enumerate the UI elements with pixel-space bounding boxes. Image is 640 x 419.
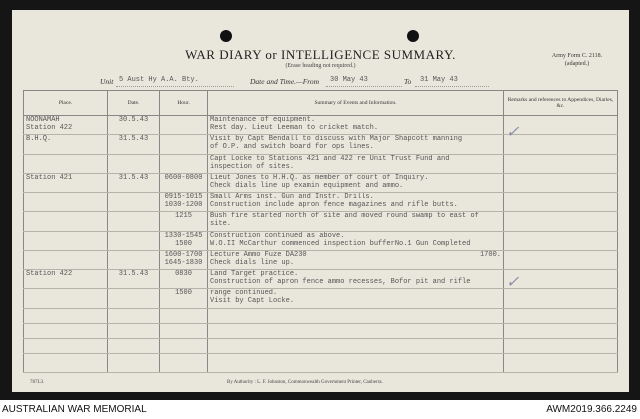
- cell-date: [108, 154, 160, 173]
- cell-summary: [208, 212, 504, 231]
- cell-date: [108, 353, 160, 372]
- form-note: (adapted.): [564, 61, 590, 67]
- cell-line: Construction continued as above.: [210, 231, 345, 240]
- cell-remarks: [504, 323, 618, 338]
- cell-line: Station 421: [26, 173, 73, 182]
- cell-place: [24, 193, 108, 212]
- cell-line: Construction of apron fence ammo recesses, Bofor pit and rifle: [210, 278, 471, 287]
- cell-hour: [160, 270, 208, 289]
- cell-remarks: [504, 250, 618, 269]
- cell-date: [108, 289, 160, 308]
- cell-summary: [208, 270, 504, 289]
- form-number: [542, 52, 612, 68]
- cell-place: [24, 154, 108, 173]
- cell-hour: [160, 135, 208, 154]
- cell-date: [108, 116, 160, 135]
- from-date: 30 May 43: [330, 76, 368, 84]
- cell-line: Construction include apron fence magazines and rifle butts.: [210, 201, 458, 210]
- cell-line: 1330-1545: [164, 231, 203, 240]
- cell-line: 30.5.43: [118, 116, 149, 124]
- table-row: [24, 173, 618, 192]
- table-row: [24, 270, 618, 289]
- cell-line: Capt Locke to Stations 421 and 422 re Unit Trust Fund and: [210, 154, 450, 163]
- cell-summary: [208, 116, 504, 135]
- cell-hour: [160, 250, 208, 269]
- cell-summary: [208, 231, 504, 250]
- cell-summary: [208, 135, 504, 154]
- table-row: [24, 338, 618, 353]
- printer-authority: By Authority : L. F. Johnston, Commonwealth Government Printer, Canberra.: [227, 380, 383, 385]
- cell-remarks: [504, 173, 618, 192]
- diary-table: [23, 90, 618, 373]
- cell-line: NOONAMAH: [26, 116, 60, 124]
- unit-label: Unit: [100, 77, 114, 86]
- cell-line: 1215: [175, 212, 192, 221]
- col-hour: Hour.: [160, 91, 208, 116]
- cell-line: B.H.Q.: [26, 135, 52, 144]
- cell-hour: [160, 308, 208, 323]
- cell-summary: [208, 308, 504, 323]
- cell-date: [108, 231, 160, 250]
- cell-line: 31.5.43: [118, 270, 149, 279]
- table-row: [24, 308, 618, 323]
- cell-line: Station 422: [26, 124, 73, 132]
- cell-line: Visit by Capt Locke.: [210, 297, 295, 306]
- cell-line: Check dials line up.: [210, 258, 295, 267]
- cell-line: Bush fire started north of site and moved round swamp to east of: [210, 212, 479, 221]
- cell-summary: [208, 250, 504, 269]
- cell-hour: [160, 289, 208, 308]
- print-code: 787L3.: [30, 380, 45, 385]
- cell-hour: [160, 212, 208, 231]
- punch-hole-right: [407, 30, 419, 42]
- cell-summary: [208, 353, 504, 372]
- cell-remarks: [504, 338, 618, 353]
- unit-value: 5 Aust Hy A.A. Bty.: [119, 76, 199, 84]
- cell-place: [24, 353, 108, 372]
- cell-line: Small Arms inst. Gun and Instr. Drills.: [210, 193, 374, 202]
- cell-remarks: [504, 212, 618, 231]
- cell-line: of O.P. and switch board for ops lines.: [210, 143, 374, 152]
- cell-date: [108, 135, 160, 154]
- col-summary: Summary of Events and Information.: [208, 91, 504, 116]
- cell-hour: [160, 116, 208, 135]
- col-place: Place.: [24, 91, 108, 116]
- date-time-label: Date and Time.—From: [250, 77, 320, 86]
- cell-hour: [160, 154, 208, 173]
- cell-line: Station 422: [26, 270, 73, 279]
- cell-place: [24, 289, 108, 308]
- cell-line: site.: [210, 220, 232, 229]
- cell-place: [24, 323, 108, 338]
- form-number-label: Army Form C. 2118.: [551, 53, 603, 59]
- table-row: [24, 289, 618, 308]
- cell-line: range continued.: [210, 289, 278, 298]
- cell-line: 1500: [175, 289, 192, 298]
- col-remarks: Remarks and references to Appendices, Diaries, &c.: [504, 91, 618, 116]
- to-label: To: [404, 77, 412, 86]
- cell-hour: [160, 338, 208, 353]
- cell-line: Check dials line up examin equipment and ammo.: [210, 181, 404, 190]
- cell-line-wrap: [210, 251, 501, 259]
- cell-summary: [208, 193, 504, 212]
- table-row: [24, 154, 618, 173]
- cell-line: 0600-0800: [164, 173, 203, 182]
- cell-line: Rest day. Lieut Leeman to cricket match.: [210, 124, 379, 132]
- to-date: 31 May 43: [420, 76, 458, 84]
- cell-remarks: [504, 193, 618, 212]
- cell-remarks: [504, 231, 618, 250]
- cell-line: 1645-1830: [164, 258, 203, 267]
- cell-line-right: 1700.: [479, 250, 501, 259]
- punch-hole-left: [220, 30, 232, 42]
- cell-line: 1500: [175, 239, 192, 248]
- cell-hour: [160, 231, 208, 250]
- cell-place: [24, 135, 108, 154]
- cell-place: [24, 308, 108, 323]
- cell-hour: [160, 193, 208, 212]
- cell-hour: [160, 353, 208, 372]
- cell-date: [108, 270, 160, 289]
- cell-summary: [208, 338, 504, 353]
- cell-line: 1600-1700: [164, 250, 203, 259]
- diary-page: [12, 10, 629, 392]
- cell-place: [24, 231, 108, 250]
- cell-line: Lecture Ammo Fuze DA230: [210, 250, 307, 259]
- cell-place: [24, 173, 108, 192]
- cell-date: [108, 212, 160, 231]
- cell-date: [108, 193, 160, 212]
- cell-line: Visit by Capt Bendall to discuss with Major Shapcott manning: [210, 135, 463, 144]
- archive-caption: AUSTRALIAN WAR MEMORIAL: [2, 404, 147, 415]
- cell-line: Maintenance of equipment.: [210, 116, 316, 124]
- table-row: [24, 116, 618, 135]
- cell-place: [24, 338, 108, 353]
- cell-date: [108, 323, 160, 338]
- accession-number: AWM2019.366.2249: [546, 404, 637, 415]
- table-row: [24, 353, 618, 372]
- table-header-row: [24, 91, 618, 116]
- cell-remarks: [504, 135, 618, 154]
- cell-line: W.O.II McCarthur commenced inspection bufferNo.1 Gun Completed: [210, 239, 471, 248]
- cell-place: [24, 270, 108, 289]
- table-row: [24, 193, 618, 212]
- cell-summary: [208, 154, 504, 173]
- cell-line: 31.5.43: [118, 135, 149, 144]
- cell-hour: [160, 323, 208, 338]
- cell-summary: [208, 173, 504, 192]
- cell-remarks: [504, 116, 618, 135]
- cell-summary: [208, 323, 504, 338]
- cell-hour: [160, 173, 208, 192]
- cell-date: [108, 308, 160, 323]
- tick-mark-icon: ✓: [506, 124, 520, 141]
- cell-place: [24, 116, 108, 135]
- cell-date: [108, 173, 160, 192]
- cell-line: inspection of sites.: [210, 162, 295, 171]
- cell-line: 0915-1015: [164, 193, 203, 202]
- cell-place: [24, 250, 108, 269]
- table-row: [24, 212, 618, 231]
- cell-remarks: [504, 353, 618, 372]
- col-date: Date.: [108, 91, 160, 116]
- page-subtitle: (Erase heading not required.): [285, 63, 356, 69]
- cell-date: [108, 338, 160, 353]
- cell-remarks: [504, 154, 618, 173]
- table-row: [24, 135, 618, 154]
- cell-remarks: [504, 308, 618, 323]
- cell-line: 31.5.43: [118, 173, 149, 182]
- cell-line: Land Target practice.: [210, 270, 299, 279]
- cell-date: [108, 250, 160, 269]
- page-title: WAR DIARY or INTELLIGENCE SUMMARY.: [185, 47, 456, 62]
- cell-place: [24, 212, 108, 231]
- tick-mark-icon: ✓: [506, 274, 520, 291]
- cell-remarks: [504, 270, 618, 289]
- cell-summary: [208, 289, 504, 308]
- table-row: [24, 250, 618, 269]
- cell-line: 1030-1200: [164, 201, 203, 210]
- cell-line: Lieut Jones to H.H.Q. as member of court of Inquiry.: [210, 173, 429, 182]
- table-row: [24, 323, 618, 338]
- cell-line: 0830: [175, 270, 192, 279]
- cell-remarks: [504, 289, 618, 308]
- table-row: [24, 231, 618, 250]
